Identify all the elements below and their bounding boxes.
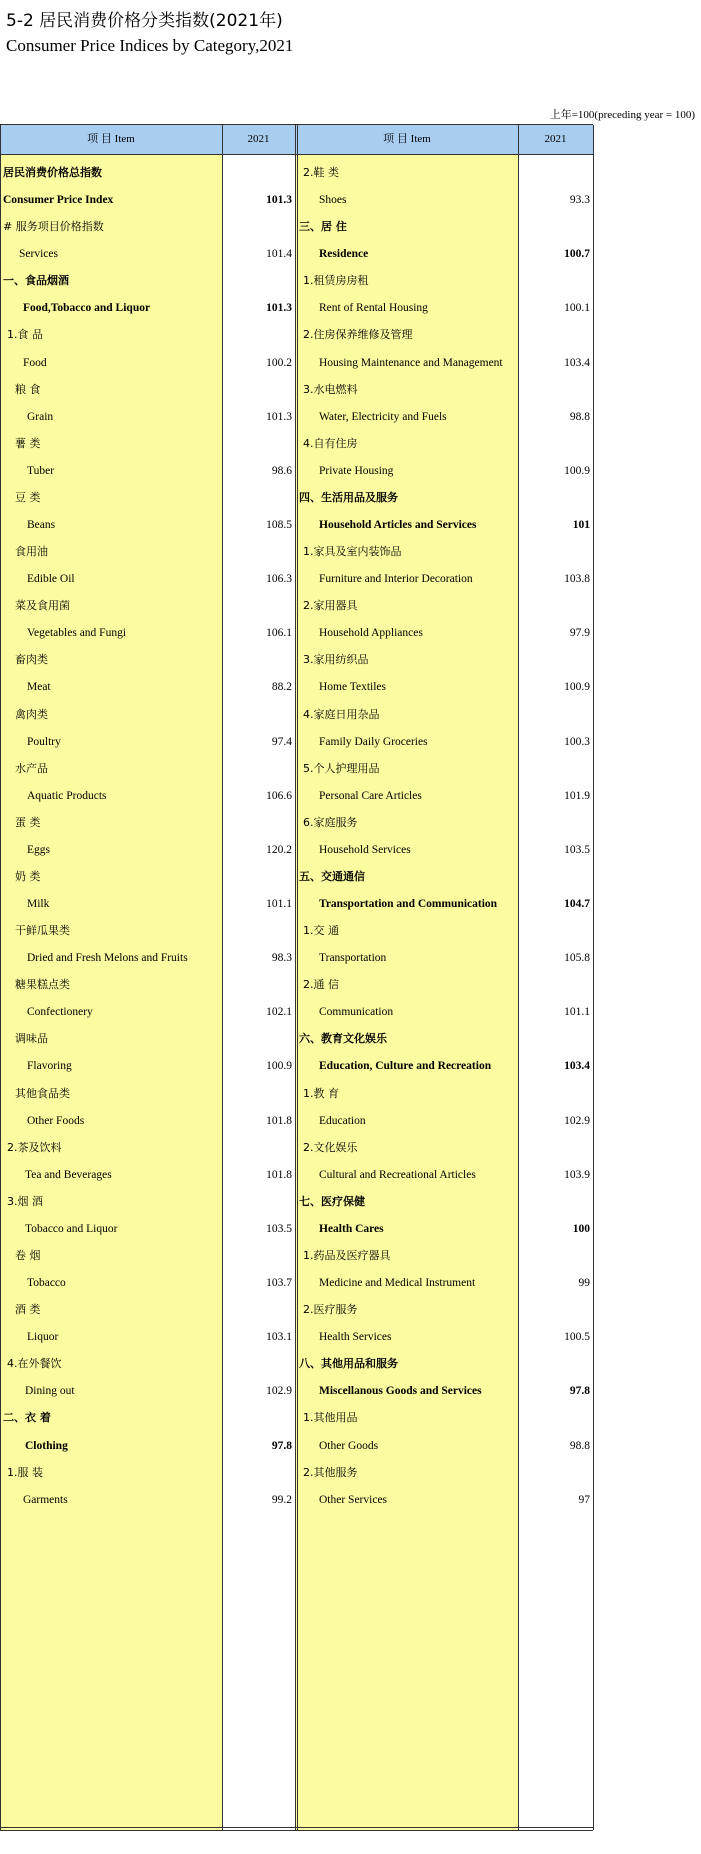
left-item-label: Flavoring bbox=[27, 1060, 72, 1073]
left-item-value: 97.8 bbox=[271, 1439, 292, 1452]
left-item-label: Clothing bbox=[25, 1439, 68, 1452]
left-item-label: Tea and Beverages bbox=[25, 1168, 112, 1181]
left-item-label: Consumer Price Index bbox=[3, 194, 114, 207]
left-item-label: 奶 类 bbox=[15, 869, 41, 883]
left-item-value: 99.2 bbox=[271, 1493, 292, 1506]
right-item-label: 1.租赁房房租 bbox=[303, 274, 369, 288]
left-item-label: 卷 烟 bbox=[15, 1249, 41, 1262]
left-item-value: 100.2 bbox=[266, 356, 292, 369]
left-item-label: Milk bbox=[27, 898, 50, 911]
left-item-label: Services bbox=[19, 248, 58, 261]
left-item-label: Dining out bbox=[25, 1385, 75, 1398]
right-item-label: Health Services bbox=[319, 1331, 392, 1344]
right-item-label: Transportation and Communication bbox=[319, 898, 498, 911]
left-item-value: 101.8 bbox=[266, 1114, 292, 1127]
left-item-label: 食用油 bbox=[15, 545, 48, 559]
left-item-label: 粮 食 bbox=[15, 382, 41, 396]
left-item-label: Meat bbox=[27, 681, 51, 694]
left-item-label: 3.烟 酒 bbox=[7, 1194, 43, 1208]
left-item-label: 酒 类 bbox=[15, 1303, 41, 1317]
right-item-label: Household Articles and Services bbox=[319, 518, 477, 531]
right-item-value: 97.9 bbox=[569, 627, 590, 640]
left-item-value: 88.2 bbox=[271, 681, 292, 694]
right-item-label: 2.鞋 类 bbox=[303, 166, 339, 179]
left-item-value: 102.1 bbox=[266, 1006, 292, 1019]
cpi-table bbox=[0, 125, 701, 1830]
right-item-label: 三、居 住 bbox=[299, 220, 347, 234]
right-item-label: 八、其他用品和服务 bbox=[299, 1357, 398, 1371]
left-item-value: 102.9 bbox=[266, 1385, 292, 1398]
left-item-label: 豆 类 bbox=[15, 490, 41, 504]
right-item-value: 99 bbox=[578, 1277, 590, 1290]
right-item-label: Other Services bbox=[319, 1493, 388, 1506]
right-item-label: 七、医疗保健 bbox=[299, 1194, 365, 1208]
left-item-value: 106.6 bbox=[266, 789, 292, 802]
left-item-label: 薯 类 bbox=[15, 436, 41, 450]
left-item-label: 蛋 类 bbox=[15, 815, 41, 829]
right-item-label: 1.交 通 bbox=[303, 924, 339, 938]
left-item-value: 106.3 bbox=[266, 573, 292, 586]
left-item-label: Food bbox=[23, 356, 47, 369]
right-item-label: 六、教育文化娱乐 bbox=[299, 1032, 387, 1046]
left-item-value: 103.5 bbox=[266, 1222, 292, 1235]
right-item-label: Family Daily Groceries bbox=[319, 735, 428, 748]
right-item-value: 100.3 bbox=[564, 735, 590, 748]
left-item-label: 其他食品类 bbox=[15, 1086, 70, 1100]
right-item-value: 102.9 bbox=[564, 1114, 590, 1127]
right-item-label: 五、交通通信 bbox=[299, 869, 365, 883]
left-item-label: Vegetables and Fungi bbox=[27, 627, 127, 640]
right-item-label: Housing Maintenance and Management bbox=[319, 356, 503, 369]
left-item-value: 98.3 bbox=[271, 952, 292, 965]
header-item-right: 项 目 Item bbox=[296, 125, 518, 155]
right-item-label: 2.住房保养维修及管理 bbox=[303, 328, 413, 342]
right-item-value: 101.9 bbox=[564, 789, 590, 802]
left-item-value: 103.7 bbox=[266, 1277, 292, 1290]
left-item-label: Grain bbox=[27, 410, 54, 423]
left-item-value: 97.4 bbox=[271, 735, 292, 748]
table-subtitle: Consumer Price Indices by Category,2021 bbox=[6, 36, 294, 55]
right-item-label: 3.水电燃料 bbox=[303, 382, 358, 396]
right-item-value: 97.8 bbox=[569, 1385, 590, 1398]
right-item-label: Private Housing bbox=[319, 464, 394, 477]
left-item-value: 101.4 bbox=[266, 248, 292, 261]
left-item-value: 120.2 bbox=[266, 843, 292, 856]
left-item-value: 101.1 bbox=[266, 898, 292, 911]
left-item-label: Beans bbox=[27, 518, 56, 531]
left-item-label: 二、衣 着 bbox=[3, 1411, 51, 1425]
right-item-value: 101 bbox=[572, 518, 590, 531]
left-item-label: 1.食 品 bbox=[7, 328, 43, 342]
right-item-label: 1.药品及医疗器具 bbox=[303, 1249, 391, 1262]
right-item-label: 四、生活用品及服务 bbox=[299, 490, 398, 504]
right-item-label: Water, Electricity and Fuels bbox=[319, 410, 447, 423]
right-item-label: 5.个人护理用品 bbox=[303, 761, 380, 775]
right-item-value: 100.7 bbox=[564, 248, 590, 261]
left-item-label: Poultry bbox=[27, 735, 61, 748]
right-item-label: 2.文化娱乐 bbox=[303, 1140, 358, 1154]
left-item-value: 108.5 bbox=[266, 518, 292, 531]
right-item-label: Rent of Rental Housing bbox=[319, 302, 428, 315]
right-item-value: 101.1 bbox=[564, 1006, 590, 1019]
right-item-value: 103.9 bbox=[564, 1168, 590, 1181]
right-item-label: Shoes bbox=[319, 194, 347, 207]
left-item-label: Tuber bbox=[27, 464, 55, 477]
right-item-value: 103.8 bbox=[564, 573, 590, 586]
left-item-label: 糖果糕点类 bbox=[15, 978, 70, 992]
left-item-label: 2.茶及饮料 bbox=[7, 1140, 62, 1154]
right-item-label: 1.教 育 bbox=[303, 1086, 339, 1100]
right-item-value: 98.8 bbox=[569, 410, 590, 423]
left-item-label: Eggs bbox=[27, 843, 50, 856]
right-item-value: 103.5 bbox=[564, 843, 590, 856]
left-item-label: Other Foods bbox=[27, 1114, 85, 1127]
left-item-label: 一、食品烟酒 bbox=[3, 274, 69, 288]
left-item-label: 菜及食用菌 bbox=[15, 599, 70, 613]
left-item-value: 101.3 bbox=[266, 302, 292, 315]
left-item-label: 4.在外餐饮 bbox=[7, 1357, 62, 1371]
right-item-value: 100.9 bbox=[564, 464, 590, 477]
left-item-label: Aquatic Products bbox=[27, 789, 107, 802]
right-item-label: Medicine and Medical Instrument bbox=[319, 1277, 476, 1290]
right-item-label: Furniture and Interior Decoration bbox=[319, 573, 473, 586]
right-item-label: Home Textiles bbox=[319, 681, 387, 694]
right-item-value: 100.1 bbox=[564, 302, 590, 315]
right-item-label: Other Goods bbox=[319, 1439, 379, 1452]
right-item-label: 3.家用纺织品 bbox=[303, 653, 369, 667]
left-item-label: Edible Oil bbox=[27, 573, 75, 586]
right-item-value: 104.7 bbox=[564, 898, 590, 911]
left-item-label: # 服务项目价格指数 bbox=[3, 220, 104, 234]
right-item-label: 1.其他用品 bbox=[303, 1411, 358, 1425]
left-item-label: 居民消费价格总指数 bbox=[3, 166, 102, 179]
right-item-label: 4.家庭日用杂品 bbox=[303, 707, 380, 721]
left-item-label: Garments bbox=[23, 1493, 68, 1506]
right-item-value: 103.4 bbox=[564, 356, 590, 369]
left-item-value: 101.3 bbox=[266, 194, 292, 207]
right-item-value: 100.5 bbox=[564, 1331, 590, 1344]
right-item-label: 2.其他服务 bbox=[303, 1465, 358, 1479]
left-item-label: Liquor bbox=[27, 1331, 59, 1344]
left-item-label: 1.服 装 bbox=[7, 1465, 43, 1479]
right-item-label: 2.通 信 bbox=[303, 978, 339, 992]
right-item-label: Education, Culture and Recreation bbox=[319, 1060, 492, 1073]
right-item-label: Health Cares bbox=[319, 1222, 384, 1235]
right-item-label: 6.家庭服务 bbox=[303, 815, 358, 829]
right-item-label: Transportation bbox=[319, 952, 387, 965]
left-item-label: 禽肉类 bbox=[15, 707, 48, 721]
left-item-value: 101.8 bbox=[266, 1168, 292, 1181]
left-item-label: Tobacco bbox=[27, 1277, 66, 1290]
left-item-label: Confectionery bbox=[27, 1006, 93, 1019]
right-item-label: Communication bbox=[319, 1006, 394, 1019]
left-item-label: 调味品 bbox=[15, 1032, 48, 1046]
left-item-value: 103.1 bbox=[266, 1331, 292, 1344]
left-item-label: Dried and Fresh Melons and Fruits bbox=[27, 952, 188, 965]
header-item-left: 项 目 Item bbox=[0, 125, 222, 155]
left-item-value: 98.6 bbox=[271, 464, 292, 477]
right-item-label: 4.自有住房 bbox=[303, 436, 358, 450]
right-item-value: 105.8 bbox=[564, 952, 590, 965]
left-item-value: 101.3 bbox=[266, 410, 292, 423]
right-item-value: 100.9 bbox=[564, 681, 590, 694]
right-item-value: 98.8 bbox=[569, 1439, 590, 1452]
right-item-label: 2.家用器具 bbox=[303, 599, 358, 613]
right-item-value: 103.4 bbox=[564, 1060, 590, 1073]
base-note: 上年=100(preceding year = 100) bbox=[549, 109, 695, 121]
right-item-label: Education bbox=[319, 1114, 366, 1127]
header-year-right: 2021 bbox=[518, 125, 593, 155]
right-item-label: Household Services bbox=[319, 843, 411, 856]
right-item-label: Personal Care Articles bbox=[319, 789, 422, 802]
right-item-label: 2.医疗服务 bbox=[303, 1303, 358, 1317]
left-item-value: 106.1 bbox=[266, 627, 292, 640]
right-item-value: 97 bbox=[578, 1493, 590, 1506]
table-title: 5-2 居民消费价格分类指数(2021年) bbox=[6, 11, 283, 31]
left-item-label: 水产品 bbox=[15, 761, 48, 775]
left-item-label: 干鲜瓜果类 bbox=[15, 924, 70, 938]
right-item-value: 100 bbox=[572, 1222, 590, 1235]
right-item-label: Residence bbox=[319, 248, 369, 261]
right-item-label: Household Appliances bbox=[319, 627, 423, 640]
left-item-label: Food,Tobacco and Liquor bbox=[23, 302, 151, 315]
right-item-value: 93.3 bbox=[569, 194, 590, 207]
left-item-label: Tobacco and Liquor bbox=[25, 1222, 118, 1235]
left-item-value: 100.9 bbox=[266, 1060, 292, 1073]
left-item-label: 畜肉类 bbox=[15, 653, 48, 667]
right-item-label: Cultural and Recreational Articles bbox=[319, 1168, 476, 1181]
right-item-label: 1.家具及室内装饰品 bbox=[303, 545, 402, 559]
header-year-left: 2021 bbox=[222, 125, 295, 155]
right-item-label: Miscellanous Goods and Services bbox=[319, 1385, 482, 1398]
